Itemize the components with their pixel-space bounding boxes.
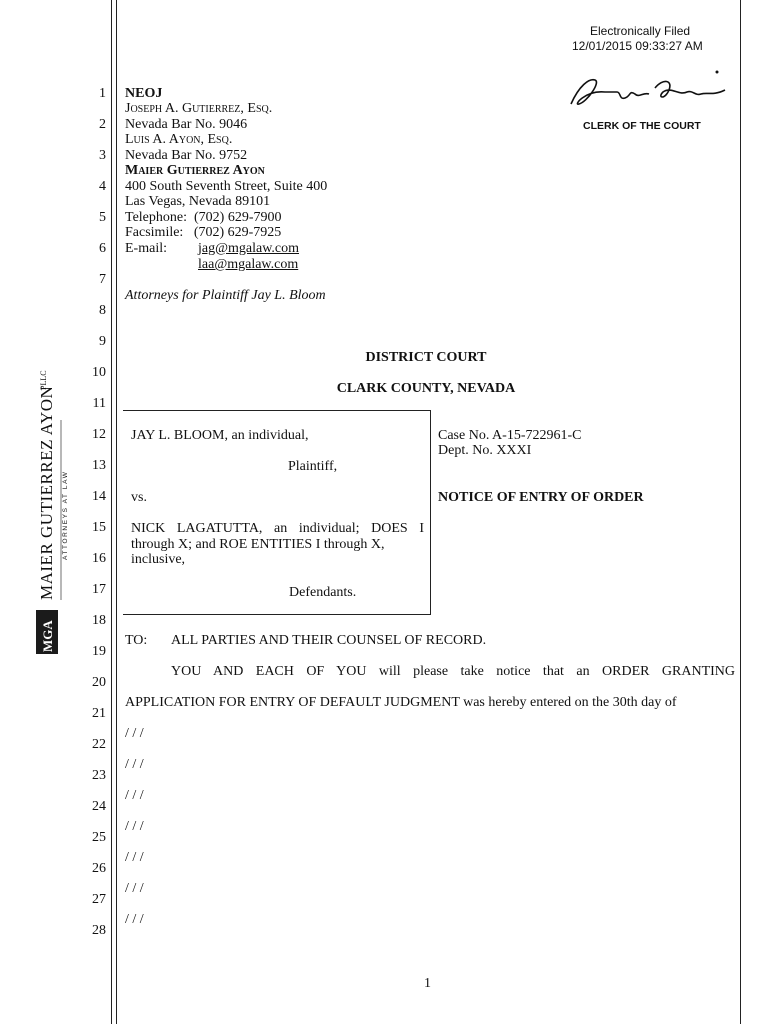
line-number: 18 [92, 613, 106, 628]
line-number: 1 [99, 86, 106, 101]
line-number: 28 [92, 923, 106, 938]
line-number: 13 [92, 458, 106, 473]
slash-line: / / / [125, 912, 144, 927]
court-name: DISTRICT COURT [365, 350, 487, 365]
line-number: 7 [99, 272, 106, 287]
document-code: NEOJ [125, 86, 163, 101]
line-number: 10 [92, 365, 106, 380]
line-number: 17 [92, 582, 106, 597]
slash-line: / / / [125, 881, 144, 896]
case-number: Case No. A-15-722961-C [438, 428, 582, 443]
defendant-line2: through X; and ROE ENTITIES I through X, [131, 537, 385, 552]
notice-paragraph-line2: APPLICATION FOR ENTRY OF DEFAULT JUDGMENT was hereby entered on the 30th day of [125, 695, 677, 710]
line-number: 3 [99, 148, 106, 163]
firm-side-logo [20, 360, 80, 660]
email-link-laa[interactable]: laa@mgalaw.com [198, 257, 299, 272]
pleading-left-rule-inner [116, 0, 117, 1024]
plaintiff-role: Plaintiff, [288, 459, 338, 474]
law-firm-name: Maier Gutierrez Ayon [125, 163, 265, 178]
slash-line: / / / [125, 726, 144, 741]
line-number: 24 [92, 799, 106, 814]
line-number: 19 [92, 644, 106, 659]
monogram-text: MGA [40, 620, 55, 652]
side-firm-suffix: PLLC [39, 370, 48, 390]
attorney1-bar-number: Nevada Bar No. 9046 [125, 117, 248, 132]
email-link-jag[interactable]: jag@mgalaw.com [198, 241, 300, 256]
firm-logo-graphic [20, 360, 80, 660]
firm-facsimile: Facsimile: (702) 629-7925 [125, 225, 282, 240]
notice-paragraph-line1: YOU AND EACH OF YOU will please take notice that an ORDER GRANTING [171, 664, 735, 679]
court-county: CLARK COUNTY, NEVADA [336, 381, 516, 396]
line-number: 6 [99, 241, 106, 256]
page-number: 1 [424, 976, 431, 991]
firm-address-line1: 400 South Seventh Street, Suite 400 [125, 179, 328, 194]
slash-line: / / / [125, 788, 144, 803]
plaintiff-name: JAY L. BLOOM, an individual, [131, 428, 309, 443]
clerk-signature-image [565, 68, 730, 116]
to-label: TO: [125, 633, 148, 648]
defendant-role: Defendants. [289, 585, 357, 600]
line-number: 21 [92, 706, 106, 721]
side-firm-name: MAIER GUTIERREZ AYON [37, 385, 56, 600]
defendant-line3: inclusive, [131, 552, 186, 567]
line-number: 2 [99, 117, 106, 132]
attorneys-for-plaintiff: Attorneys for Plaintiff Jay L. Bloom [125, 288, 326, 303]
slash-line: / / / [125, 850, 144, 865]
clerk-of-court-label: CLERK OF THE COURT [583, 120, 701, 132]
filing-stamp-line2: 12/01/2015 09:33:27 AM [572, 39, 703, 53]
line-number: 26 [92, 861, 106, 876]
line-number: 23 [92, 768, 106, 783]
line-number: 14 [92, 489, 106, 504]
defendant-line1: NICK LAGATUTTA, an individual; DOES I [131, 521, 424, 536]
line-number: 8 [99, 303, 106, 318]
line-number: 25 [92, 830, 106, 845]
department-number: Dept. No. XXXI [438, 443, 532, 458]
document-title: NOTICE OF ENTRY OF ORDER [438, 490, 644, 505]
line-number: 11 [92, 396, 106, 411]
line-number: 27 [92, 892, 106, 907]
firm-telephone: Telephone: (702) 629-7900 [125, 210, 282, 225]
attorney1-name: Joseph A. Gutierrez, Esq. [125, 101, 273, 116]
pleading-left-rule-outer [111, 0, 112, 1024]
email-label: E-mail: [125, 241, 167, 256]
line-number: 15 [92, 520, 106, 535]
attorney2-bar-number: Nevada Bar No. 9752 [125, 148, 248, 163]
slash-line: / / / [125, 757, 144, 772]
filing-stamp-line1: Electronically Filed [590, 24, 691, 38]
line-number: 9 [99, 334, 106, 349]
versus: vs. [131, 490, 147, 505]
attorney2-name: Luis A. Ayon, Esq. [125, 132, 233, 147]
line-number: 16 [92, 551, 106, 566]
to-recipients: ALL PARTIES AND THEIR COUNSEL OF RECORD. [171, 633, 487, 648]
side-tagline: ATTORNEYS AT LAW [62, 470, 69, 560]
firm-address-line2: Las Vegas, Nevada 89101 [125, 194, 271, 209]
line-number: 20 [92, 675, 106, 690]
line-number: 22 [92, 737, 106, 752]
line-number: 12 [92, 427, 106, 442]
line-number: 5 [99, 210, 106, 225]
line-number: 4 [99, 179, 106, 194]
slash-line: / / / [125, 819, 144, 834]
pleading-right-rule [740, 0, 741, 1024]
